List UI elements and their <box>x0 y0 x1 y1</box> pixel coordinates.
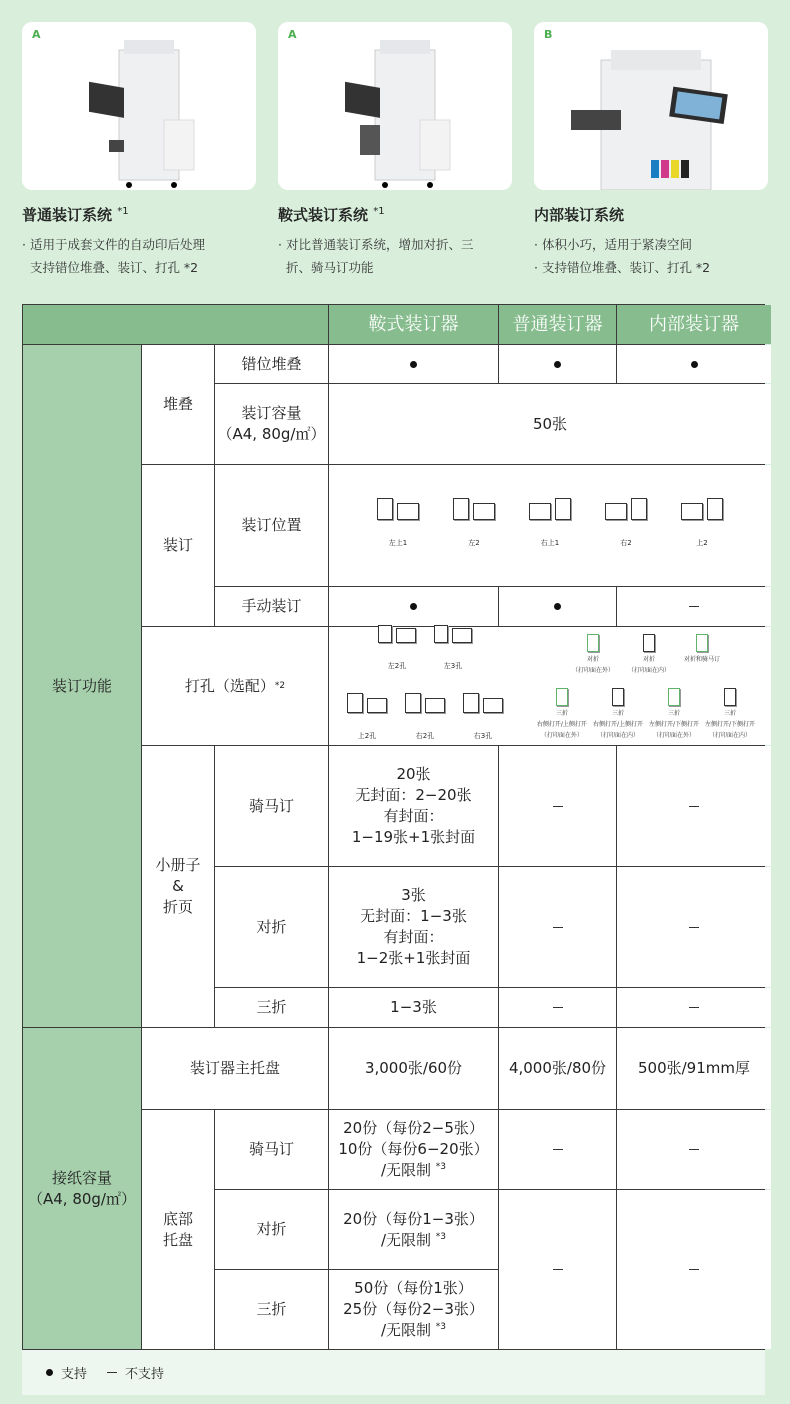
unsupported-cell <box>499 1110 616 1189</box>
unsupported-cell <box>499 746 616 866</box>
staple-diagram-left2 <box>451 498 497 554</box>
punch-diagram-right2 <box>403 693 447 747</box>
unsupported-dash-icon <box>553 1007 563 1008</box>
feature-inner: 内部装订系统 · 体积小巧，适用于紧凑空间 · 支持错位堆叠、装订、打孔 *2 <box>534 206 711 275</box>
category-tag: A <box>32 28 41 41</box>
value-line: 20份（每份1−3张） <box>343 1209 484 1228</box>
unsupported-cell <box>617 988 771 1027</box>
bifold-value <box>329 867 498 987</box>
punch-diagram-left3 <box>432 625 474 677</box>
diagram-sublabel: （打印面在内） <box>596 731 639 739</box>
unsupported-cell <box>499 1190 616 1349</box>
staple-position-label: 装订位置 <box>215 465 328 586</box>
diagram-label: 三折 <box>611 709 624 717</box>
unsupported-cell <box>617 1110 771 1189</box>
staple-capacity-label <box>215 384 328 464</box>
header-standard: 普通装订器 <box>499 305 616 344</box>
value-line: 50份（每份1张） <box>354 1279 473 1297</box>
product-image-inner-finisher <box>534 22 768 190</box>
trifold-diagram <box>649 688 699 739</box>
staple-diagram-top-right <box>527 498 573 554</box>
diagram-sublabel: （打印面在外） <box>652 731 695 739</box>
finisher-printer-image <box>79 40 199 190</box>
unsupported-dash-icon <box>689 927 699 928</box>
feature-bullet: 折、骑马订功能 <box>285 260 374 275</box>
value-line: 10份（每份6−20张） <box>338 1140 489 1158</box>
value-line: 无封面：1−3张 <box>360 907 467 925</box>
label-text: 接纸容量 <box>51 1168 112 1187</box>
supported-cell <box>329 345 498 383</box>
staple-diagram-right2 <box>603 498 649 554</box>
value-line: /无限制 <box>380 1161 432 1179</box>
stacking-label: 堆叠 <box>142 345 214 464</box>
fold-diagram <box>572 634 614 674</box>
diagram-label: 右3孔 <box>473 732 493 740</box>
header-inner: 内部装订器 <box>617 305 771 344</box>
staple-diagram-top-left <box>375 498 421 554</box>
unsupported-cell <box>499 867 616 987</box>
footnote-ref: *1 <box>373 206 385 217</box>
value-line: 25份（每份2−3张） <box>343 1300 484 1318</box>
trifold-diagram <box>537 688 587 739</box>
supported-dot-icon <box>691 361 698 368</box>
fold-saddle-diagram <box>684 634 720 663</box>
legend-label: 不支持 <box>125 1367 165 1382</box>
feature-title: 鞍式装订系统 <box>278 206 369 224</box>
output-capacity-label <box>23 1028 141 1349</box>
main-tray-label: 装订器主托盘 <box>142 1028 328 1109</box>
feature-title: 普通装订系统 <box>22 206 113 224</box>
supported-cell <box>617 345 771 383</box>
inner-printer-image <box>561 40 741 190</box>
feature-title: 内部装订系统 <box>534 206 625 224</box>
staple-capacity-value: 50张 <box>329 384 771 464</box>
supported-cell <box>329 587 498 626</box>
value-line: 有封面： <box>383 807 444 825</box>
diagram-label: 上2 <box>696 538 708 547</box>
product-image-standard-finisher <box>22 22 256 190</box>
main-tray-saddle: 3,000张/60份 <box>329 1028 498 1109</box>
diagram-label: 左2 <box>468 538 480 547</box>
value-line: 1−2张+1张封面 <box>356 949 471 967</box>
diagram-sublabel: 左侧打开/下侧打开 <box>648 720 699 728</box>
footnote-ref: *3 <box>435 1231 447 1242</box>
value-line: /无限制 <box>380 1230 432 1249</box>
supported-dot-icon <box>410 361 417 368</box>
binding-function-label: 装订功能 <box>23 345 141 1027</box>
diagram-sublabel: （打印面在内） <box>709 731 752 739</box>
bt-bifold-label: 对折 <box>215 1190 328 1269</box>
bt-bifold-value <box>329 1190 498 1269</box>
legend-supported <box>46 1363 87 1382</box>
value-line: 20份（每份2−5张） <box>343 1119 484 1137</box>
offset-stacking-label: 错位堆叠 <box>215 345 328 383</box>
unsupported-dash-icon <box>553 806 563 807</box>
feature-bullet: 适用于成套文件的自动印后处理 <box>29 237 205 252</box>
header-saddle: 鞍式装订器 <box>329 305 498 344</box>
saddle-label: 骑马订 <box>215 746 328 866</box>
feature-bullet: 支持错位堆叠、装订、打孔 *2 <box>29 260 199 275</box>
supported-dot-icon <box>554 603 561 610</box>
label-text: 小册子 <box>155 856 201 874</box>
diagram-label: 上2孔 <box>357 732 377 740</box>
diagram-sublabel: （打印面在外） <box>571 666 614 674</box>
diagram-label: 对折 <box>642 655 655 663</box>
category-tag: A <box>288 28 297 41</box>
trifold-value: 1−3张 <box>329 988 498 1027</box>
unsupported-cell <box>617 587 771 626</box>
value-line: /无限制 <box>380 1321 432 1339</box>
booklet-label <box>142 746 214 1027</box>
value-line: 无封面：2−20张 <box>355 786 472 804</box>
value-line: 有封面： <box>383 928 444 946</box>
category-tag: B <box>544 28 553 41</box>
legend <box>22 1350 765 1395</box>
unsupported-dash-icon <box>689 806 699 807</box>
diagram-sublabel: （打印面在内） <box>627 666 670 674</box>
punch-diagram-right3 <box>461 693 505 747</box>
footnote-ref: *1 <box>117 206 129 217</box>
fold-diagram <box>628 634 670 674</box>
diagram-label: 对折 <box>586 655 599 663</box>
main-tray-standard: 4,000张/80份 <box>499 1028 616 1109</box>
trifold-label: 三折 <box>215 988 328 1027</box>
unsupported-cell <box>617 1190 771 1349</box>
value-line: 1−19张+1张封面 <box>351 828 476 846</box>
legend-unsupported <box>107 1363 164 1382</box>
bt-trifold-label: 三折 <box>215 1270 328 1349</box>
supported-dot-icon <box>410 603 417 610</box>
label-text: & <box>172 877 184 895</box>
diagram-label: 三折 <box>667 709 680 717</box>
unsupported-dash-icon <box>689 606 699 607</box>
feature-saddle: 鞍式装订系统 $^{*1}$ · 对比普通装订系统，增加对折、三 折、骑马订功能 <box>278 206 474 275</box>
legend-label: 支持 <box>61 1367 88 1382</box>
unsupported-dash-icon <box>689 1007 699 1008</box>
feature-bullet: 对比普通装订系统，增加对折、三 <box>285 237 474 252</box>
trifold-diagram <box>705 688 755 739</box>
punch-diagram-top2 <box>345 693 389 747</box>
label-text: 打孔（选配） <box>184 676 275 695</box>
supported-dot-icon <box>554 361 561 368</box>
label-text: 装订容量 <box>241 404 302 422</box>
feature-bullet: 体积小巧，适用于紧凑空间 <box>541 237 692 252</box>
diagram-label: 右2孔 <box>415 732 435 740</box>
diagram-sublabel: 右侧打开/上侧打开 <box>536 720 587 728</box>
diagram-label: 右上1 <box>540 538 560 547</box>
value-line: 3张 <box>401 886 426 904</box>
label-sub: （A4, 80g/㎡） <box>217 425 326 443</box>
supported-dot-icon <box>46 1369 53 1376</box>
unsupported-dash-icon <box>689 1149 699 1150</box>
saddle-printer-image <box>335 40 455 190</box>
diagram-label: 三折 <box>555 709 568 717</box>
bt-saddle-value <box>329 1110 498 1189</box>
diagram-label: 左2孔 <box>387 662 407 670</box>
label-text: 托盘 <box>162 1230 193 1249</box>
diagram-label: 左3孔 <box>443 662 463 670</box>
bt-saddle-label: 骑马订 <box>215 1110 328 1189</box>
staple-diagram-top2 <box>679 498 725 554</box>
staple-position-diagrams <box>329 465 771 586</box>
diagram-sublabel: 右侧打开/上侧打开 <box>592 720 643 728</box>
diagram-label: 三折 <box>724 709 737 717</box>
unsupported-dash-icon <box>553 1149 563 1150</box>
unsupported-cell <box>617 867 771 987</box>
footnote-ref: *3 <box>435 1322 447 1332</box>
punch-fold-diagrams <box>329 627 771 745</box>
unsupported-cell <box>617 746 771 866</box>
bifold-label: 对折 <box>215 867 328 987</box>
unsupported-dash-icon <box>689 1269 699 1270</box>
label-text: 折页 <box>162 898 193 916</box>
value-line: 20张 <box>396 765 431 783</box>
label-sub: （A4, 80g/㎡） <box>27 1189 136 1208</box>
unsupported-dash-icon <box>553 927 563 928</box>
diagram-label: 左上1 <box>388 538 408 547</box>
bottom-tray-label <box>142 1110 214 1349</box>
footnote-ref: *3 <box>435 1162 447 1172</box>
product-image-saddle-finisher <box>278 22 512 190</box>
diagram-label: 右2 <box>620 538 632 547</box>
diagram-sublabel: （打印面在外） <box>540 731 583 739</box>
diagram-label: 对折和骑马订 <box>683 655 720 663</box>
diagram-sublabel: 左侧打开/下侧打开 <box>705 720 756 728</box>
feature-standard: 普通装订系统 $^{*1}$ · 适用于成套文件的自动印后处理 支持错位堆叠、装订、打孔 *2 <box>22 206 205 275</box>
label-text: 底部 <box>162 1209 193 1228</box>
trifold-diagram <box>593 688 643 739</box>
punch-label: 打孔（选配） *2 <box>142 627 328 745</box>
saddle-value <box>329 746 498 866</box>
header-blank <box>23 305 328 344</box>
punch-diagram-left2 <box>376 625 418 677</box>
main-tray-inner: 500张/91mm厚 <box>617 1028 771 1109</box>
comparison-table <box>22 304 765 1350</box>
stapling-label: 装订 <box>142 465 214 626</box>
bt-trifold-value <box>329 1270 498 1349</box>
unsupported-cell <box>499 988 616 1027</box>
supported-cell <box>499 587 616 626</box>
feature-bullet: 支持错位堆叠、装订、打孔 *2 <box>541 260 711 275</box>
unsupported-dash-icon <box>553 1269 563 1270</box>
manual-staple-label: 手动装订 <box>215 587 328 626</box>
supported-cell <box>499 345 616 383</box>
unsupported-dash-icon <box>107 1372 117 1373</box>
